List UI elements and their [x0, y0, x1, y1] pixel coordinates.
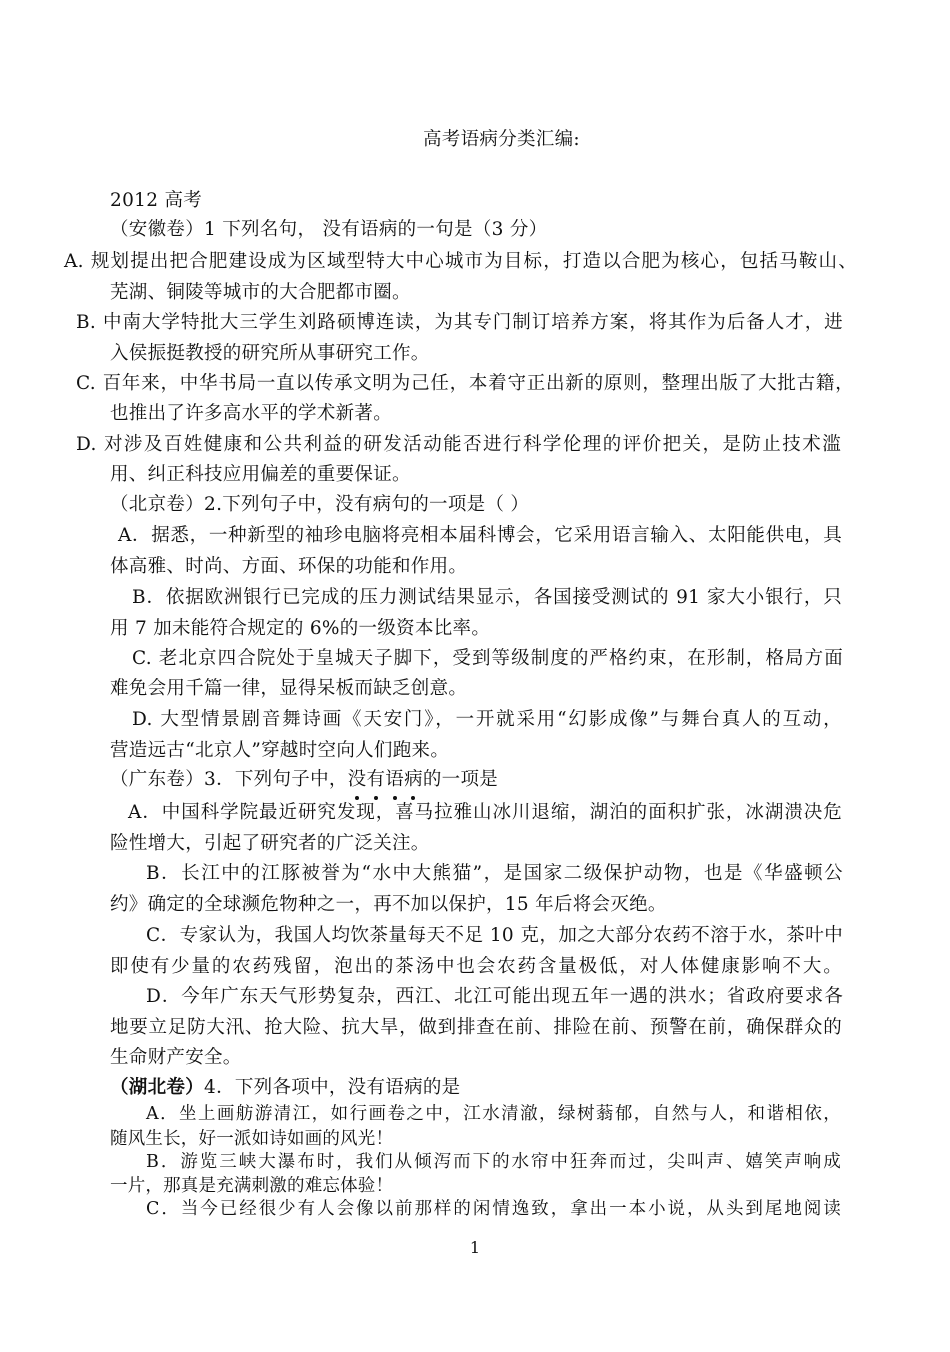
q4-stem-source: （湖北卷） [110, 1077, 205, 1098]
q2-option-d-line2: 营造远古“北京人”穿越时空向人们跑来。 [110, 740, 450, 761]
q3-option-c-line2: 即使有少量的农药残留，泡出的茶汤中也会农药含量极低，对人体健康影响不大。 [110, 956, 842, 977]
emphasis-dots [348, 796, 423, 800]
q1-option-b-line1: B. 中南大学特批大三学生刘路硕博连读，为其专门制订培养方案，将其作为后备人才，进 [76, 312, 843, 333]
q1-stem: （安徽卷）1 下列名句， 没有语病的一句是（3 分） [110, 219, 548, 240]
q3-stem-suffix: 的一项是 [422, 769, 499, 790]
q1-option-a-line1: A. 规划提出把合肥建设成为区域型特大中心城市为目标，打造以合肥为核心，包括马鞍山、 [64, 251, 857, 272]
q3-stem-prefix: （广东卷）3．下列句子中， [110, 769, 348, 790]
q2-option-a-line1: A．据悉，一种新型的袖珍电脑将亮相本届科博会，它采用语言输入、太阳能供电，具 [118, 525, 842, 546]
q2-option-b-line2: 用 7 加未能符合规定的 6%的一级资本比率。 [110, 618, 491, 639]
page-number: 1 [469, 1238, 481, 1257]
q2-option-b-line1: B．依据欧洲银行已完成的压力测试结果显示，各国接受测试的 91 家大小银行，只 [132, 587, 842, 608]
q2-option-d-line1: D. 大型情景剧音舞诗画《天安门》，一开就采用“幻影成像”与舞台真人的互动， [132, 709, 842, 730]
q2-stem: （北京卷）2.下列句子中，没有病句的一项是（ ） [110, 494, 530, 515]
q2-option-a-line2: 体高雅、时尚、方面、环保的功能和作用。 [110, 556, 468, 577]
q4-stem-text: 4．下列各项中，没有语病的是 [204, 1077, 461, 1098]
q4-option-c-line1: C．当今已经很少有人会像以前那样的闲情逸致，拿出一本小说，从头到尾地阅读 [146, 1199, 841, 1219]
q3-stem-emphasis: 没有语病 [348, 769, 423, 790]
q1-option-d-line2: 用、纠正科技应用偏差的重要保证。 [110, 464, 411, 485]
q3-option-a-line1: A．中国科学院最近研究发现，喜马拉雅山冰川退缩，湖泊的面积扩张，冰湖溃决危 [128, 802, 842, 823]
q3-option-d-line3: 生命财产安全。 [110, 1047, 242, 1068]
q2-option-c-line1: C. 老北京四合院处于皇城天子脚下，受到等级制度的严格约束，在形制，格局方面 [132, 648, 843, 669]
q3-option-d-line2: 地要立足防大汛、抢大险、抗大旱，做到排查在前、排险在前、预警在前，确保群众的 [110, 1017, 842, 1038]
q2-option-c-line2: 难免会用千篇一律，显得呆板而缺乏创意。 [110, 678, 468, 699]
q3-option-c-line1: C．专家认为，我国人均饮茶量每天不足 10 克，加之大部分农药不溶于水，茶叶中 [146, 925, 843, 946]
q1-option-a-line2: 芜湖、铜陵等城市的大合肥都市圈。 [110, 282, 411, 303]
q3-option-b-line2: 约》确定的全球濒危物种之一，再不加以保护，15 年后将会灭绝。 [110, 894, 667, 915]
q3-option-d-line1: D．今年广东天气形势复杂，西江、北江可能出现五年一遇的洪水；省政府要求各 [146, 986, 843, 1007]
q4-option-b-line2: 一片，那真是充满刺激的难忘体验！ [110, 1176, 394, 1196]
q4-option-a-line1: A．坐上画舫游清江，如行画卷之中，江水清澈，绿树蓊郁，自然与人，和谐相依， [146, 1104, 841, 1124]
q1-option-c-line1: C. 百年来，中华书局一直以传承文明为己任，本着守正出新的原则，整理出版了大批古籍， [76, 373, 854, 394]
q3-stem [110, 768, 498, 792]
q4-option-b-line1: B．游览三峡大瀑布时，我们从倾泻而下的水帘中狂奔而过，尖叫声、嬉笑声响成 [146, 1152, 841, 1172]
q3-option-b-line1: B．长江中的江豚被誉为“水中大熊猫”，是国家二级保护动物，也是《华盛顿公 [146, 863, 843, 884]
q1-option-d-line1: D. 对涉及百姓健康和公共利益的研发活动能否进行科学伦理的评价把关，是防止技术滥 [76, 434, 841, 455]
q1-option-c-line2: 也推出了许多高水平的学术新著。 [110, 403, 393, 424]
q1-option-b-line2: 入侯振挺教授的研究所从事研究工作。 [110, 343, 430, 364]
q3-option-a-line2: 险性增大，引起了研究者的广泛关注。 [110, 833, 430, 854]
q4-stem [110, 1076, 461, 1100]
year-heading: 2012 高考 [110, 190, 203, 211]
q4-option-a-line2: 随风生长，好一派如诗如画的风光！ [110, 1129, 394, 1149]
page-title: 高考语病分类汇编: [423, 129, 580, 150]
